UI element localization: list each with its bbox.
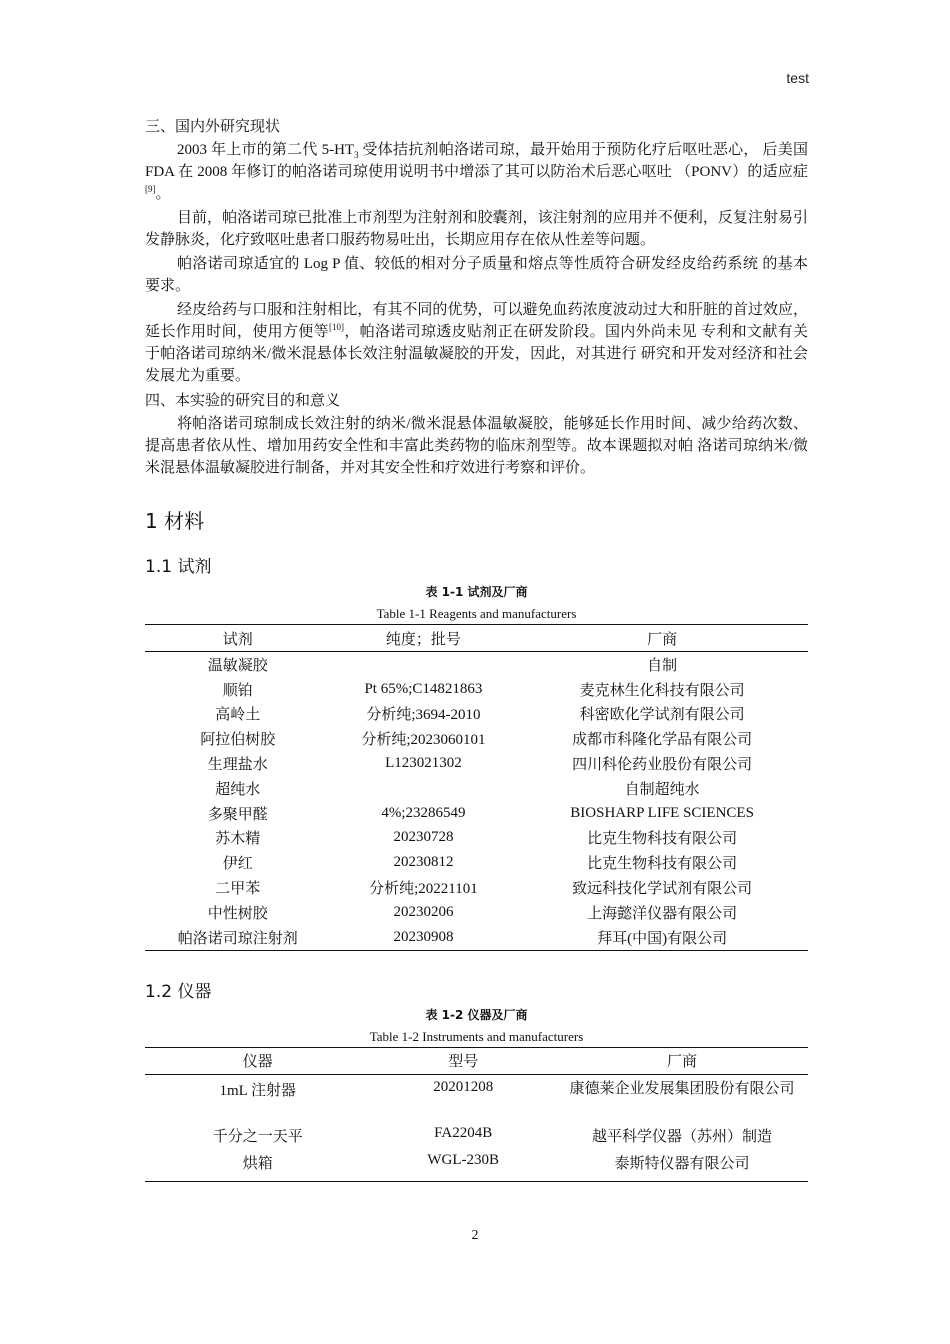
table-header-row [145, 1047, 808, 1074]
table-row [145, 677, 808, 702]
table-cell: 成都市科隆化学品有限公司 [572, 732, 753, 749]
document-body [145, 115, 808, 1182]
table-cell: 20230206 [393, 903, 454, 920]
table-header-row [145, 625, 808, 652]
table-row [145, 875, 808, 900]
table-row [145, 826, 808, 851]
instruments-table [145, 1047, 808, 1182]
table-row [145, 652, 808, 677]
table-cell: 千分之一天平 [212, 1129, 303, 1146]
table-cell: 分析纯;2023060101 [361, 732, 486, 749]
table-header-cell: 厂商 [647, 631, 678, 648]
table-2-caption-cn: 表 1-2 仪器及厂商 [425, 1007, 528, 1022]
table-row [145, 801, 808, 826]
table-cell: 20201208 [433, 1078, 494, 1095]
table-2-caption-en: Table 1-2 Instruments and manufacturers [369, 1028, 584, 1044]
section-3-paragraph-4: 经皮给药与口服和注射相比，有其不同的优势，可以避免血药浓度波动过大和肝脏的首过效应，延长作用时间，使用方便等[10]，帕洛诺司琼透皮贴剂正在研发阶段。国内外尚未见 专利和文献有关于帕洛诺司琼纳米/微米混悬体长效注射温敏凝胶的开发，因此，对其进行 研究和开发对经济和社会发展尤为重要。 [145, 302, 808, 384]
table-cell: 自制超纯水 [624, 781, 700, 798]
table-1-caption-en: Table 1-1 Reagents and manufacturers [376, 606, 577, 621]
table-row [145, 1074, 808, 1122]
table-cell: 致远科技化学试剂有限公司 [572, 881, 753, 898]
subsection-instruments-heading: 1.2 仪器 [145, 981, 212, 1002]
table-cell: 帕洛诺司琼注射剂 [177, 930, 298, 947]
subsection-reagents-heading: 1.1 试剂 [145, 557, 212, 577]
table-cell: 上海懿洋仪器有限公司 [587, 905, 738, 922]
table-cell: 顺铂 [222, 682, 253, 699]
table-cell: 苏木精 [215, 831, 261, 848]
table-cell: 超纯水 [215, 781, 261, 798]
page-number: 2 [471, 1228, 479, 1243]
table-cell: Pt 65%;C14821863 [364, 680, 483, 697]
section-3-paragraph-3: 帕洛诺司琼适宜的 Log P 值、较低的相对分子质量和熔点等性质符合研发经皮给药系统 的基本要求。 [145, 256, 808, 294]
table-cell: 康德莱企业发展集团股份有限公司 [569, 1080, 795, 1097]
section-4-paragraph-1: 将帕洛诺司琼制成长效注射的纳米/微米混悬体温敏凝胶，能够延长作用时间、减少给药次数、提高患者依从性、增加用药安全性和丰富此类药物的临床剂型等。故本课题拟对帕 洛诺司琼纳米/微米混悬体温敏凝胶进行制备，并对其安全性和疗效进行考察和评价。 [145, 416, 808, 476]
table-cell: 20230812 [393, 854, 454, 871]
table-cell: 中性树胶 [207, 905, 268, 922]
table-cell: 麦克林生化科技有限公司 [579, 682, 745, 699]
table-cell: 分析纯;20221101 [369, 881, 478, 898]
table-cell: 越平科学仪器（苏州）制造 [592, 1129, 773, 1146]
table-row [145, 751, 808, 776]
table-row [145, 925, 808, 950]
table-cell: 二甲苯 [215, 881, 261, 898]
table-header-cell: 仪器 [242, 1054, 273, 1071]
table-cell: 温敏凝胶 [207, 657, 268, 674]
table-cell: 四川科伦药业股份有限公司 [572, 757, 753, 774]
table-header-cell: 型号 [448, 1054, 479, 1071]
table-cell: 高岭土 [215, 707, 261, 724]
table-cell [331, 776, 517, 801]
table-header-cell: 试剂 [222, 631, 253, 648]
table-cell: 20230728 [393, 829, 454, 846]
table-cell: 烘箱 [242, 1155, 273, 1172]
table-row [145, 1122, 808, 1150]
table-cell: 科密欧化学试剂有限公司 [579, 707, 745, 724]
table-cell: L123021302 [385, 755, 462, 772]
table-header-cell: 厂商 [667, 1054, 698, 1071]
table-cell: 生理盐水 [207, 757, 268, 774]
table-header-cell: 纯度；批号 [385, 631, 461, 648]
table-cell: WGL-230B [427, 1151, 500, 1168]
chapter-heading: 1 材料 [145, 509, 205, 533]
table-cell: 20230908 [393, 928, 454, 945]
table-cell: FA2204B [434, 1125, 493, 1142]
reagents-table [145, 624, 808, 951]
section-4-heading: 四、本实验的研究目的和意义 [145, 393, 341, 409]
table-row [145, 900, 808, 925]
table-cell: 1mL 注射器 [219, 1082, 296, 1099]
section-3-paragraph-1: 2003 年上市的第二代 $5-HT_3$ 受体拮抗剂帕洛诺司琼，最开始用于预防化疗后呕吐恶心， 后美国 FDA 在 2008 年修订的帕洛诺司琼使用说明书中增添了其可以防治术后恶心呕吐 （PONV）的适应症[9]。 [145, 142, 808, 202]
table-row [145, 776, 808, 801]
table-1-caption-cn: 表 1-1 试剂及厂商 [425, 585, 528, 599]
table-cell: 比克生物科技有限公司 [587, 831, 738, 848]
table-cell: 多聚甲醛 [207, 806, 268, 823]
table-cell: 比克生物科技有限公司 [587, 856, 738, 873]
table-cell: 4%;23286549 [381, 804, 466, 821]
table-row [145, 850, 808, 875]
table-cell: 拜耳(中国)有限公司 [597, 930, 728, 947]
table-cell: 自制 [647, 657, 678, 674]
table-cell: BIOSHARP LIFE SCIENCES [570, 804, 754, 821]
table-row [145, 1150, 808, 1181]
table-row [145, 726, 808, 751]
section-3-paragraph-2: 目前，帕洛诺司琼已批准上市剂型为注射剂和胶囊剂，该注射剂的应用并不便利，反复注射易引发静脉炎，化疗致呕吐患者口服药物易吐出，长期应用存在依从性差等问题。 [145, 210, 808, 248]
table-cell: 阿拉伯树胶 [200, 732, 276, 749]
table-cell [331, 652, 517, 677]
section-3-heading: 三、国内外研究现状 [145, 119, 281, 135]
header-label: test [786, 70, 809, 86]
table-cell: 伊红 [222, 856, 253, 873]
table-cell: 泰斯特仪器有限公司 [614, 1155, 750, 1172]
table-cell: 分析纯;3694-2010 [366, 707, 481, 724]
table-row [145, 702, 808, 727]
